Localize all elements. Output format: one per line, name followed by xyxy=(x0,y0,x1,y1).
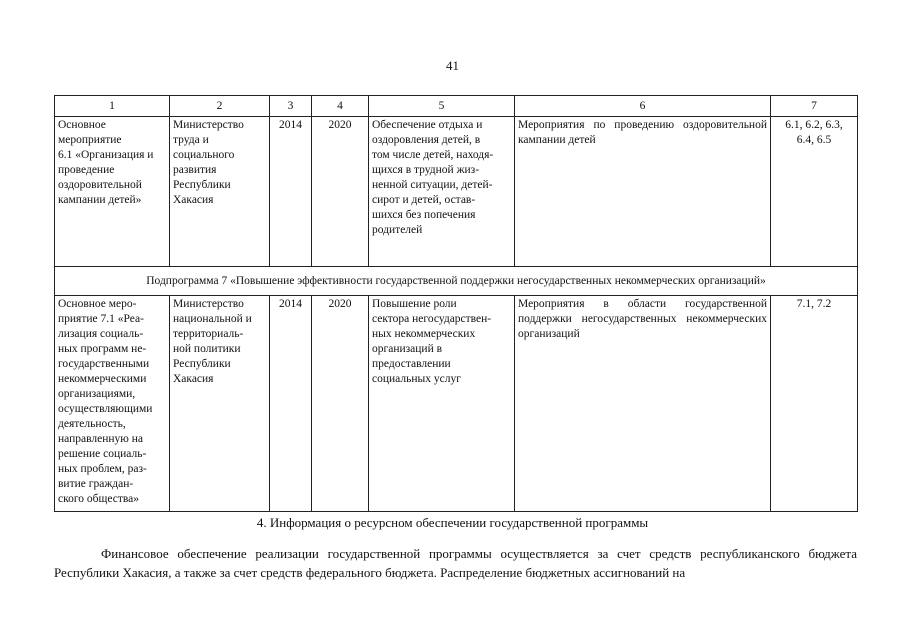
executor-cell: Министерство труда и социального развития Республики Хакасия xyxy=(170,117,270,267)
column-header: 6 xyxy=(515,96,771,117)
program-measures-table xyxy=(54,95,858,512)
column-header: 3 xyxy=(270,96,312,117)
table-row xyxy=(55,296,858,512)
indicators-cell: 7.1, 7.2 xyxy=(771,296,858,512)
section-heading: 4. Информация о ресурсном обеспечении государственной программы xyxy=(256,515,649,530)
column-header: 4 xyxy=(312,96,369,117)
measure-cell: Основное мероприятие 6.1 «Организация и проведение оздоровительной кампании детей» xyxy=(55,117,170,267)
expected-result-cell: Повышение роли сектора негосударствен- ных некоммерческих организаций в предоставлении социальных услуг xyxy=(369,296,515,512)
page-number: 41 xyxy=(446,58,459,73)
activities-cell: Мероприятия по проведению оздоровительной кампании детей xyxy=(515,117,771,267)
end-year-cell: 2020 xyxy=(312,117,369,267)
column-header: 7 xyxy=(771,96,858,117)
table-header-row xyxy=(55,96,858,117)
column-header: 5 xyxy=(369,96,515,117)
indicators-cell: 6.1, 6.2, 6.3, 6.4, 6.5 xyxy=(771,117,858,267)
body-paragraph: Финансовое обеспечение реализации государственной программы осуществляется за счет средств республиканского бюджета Республики Хакасия, а также за счет средств федерального бюджета. Распределение бюджетных ассигнований на xyxy=(54,546,857,580)
expected-result-cell: Обеспечение отдыха и оздоровления детей, в том числе детей, находя- щихся в трудной жиз- ненной ситуации, детей- сирот и детей, остав- шихся без попечения родителей xyxy=(369,117,515,267)
column-header: 1 xyxy=(55,96,170,117)
end-year-cell: 2020 xyxy=(312,296,369,512)
table-row xyxy=(55,117,858,267)
subprogram-row xyxy=(55,267,858,296)
start-year-cell: 2014 xyxy=(270,117,312,267)
column-header: 2 xyxy=(170,96,270,117)
measure-cell: Основное меро- приятие 7.1 «Реа- лизация социаль- ных программ не- государственными некоммерческими организациями, осуществляющими деятельность, направленную на решение социаль- ных проблем, раз- витие граждан- ского общества» xyxy=(55,296,170,512)
activities-cell: Мероприятия в области государственной поддержки негосударственных некоммерческих организаций xyxy=(515,296,771,512)
subprogram-title: Подпрограмма 7 «Повышение эффективности государственной поддержки негосударственных некоммерческих организаций» xyxy=(55,267,858,296)
executor-cell: Министерство национальной и территориаль- ной политики Республики Хакасия xyxy=(170,296,270,512)
start-year-cell: 2014 xyxy=(270,296,312,512)
